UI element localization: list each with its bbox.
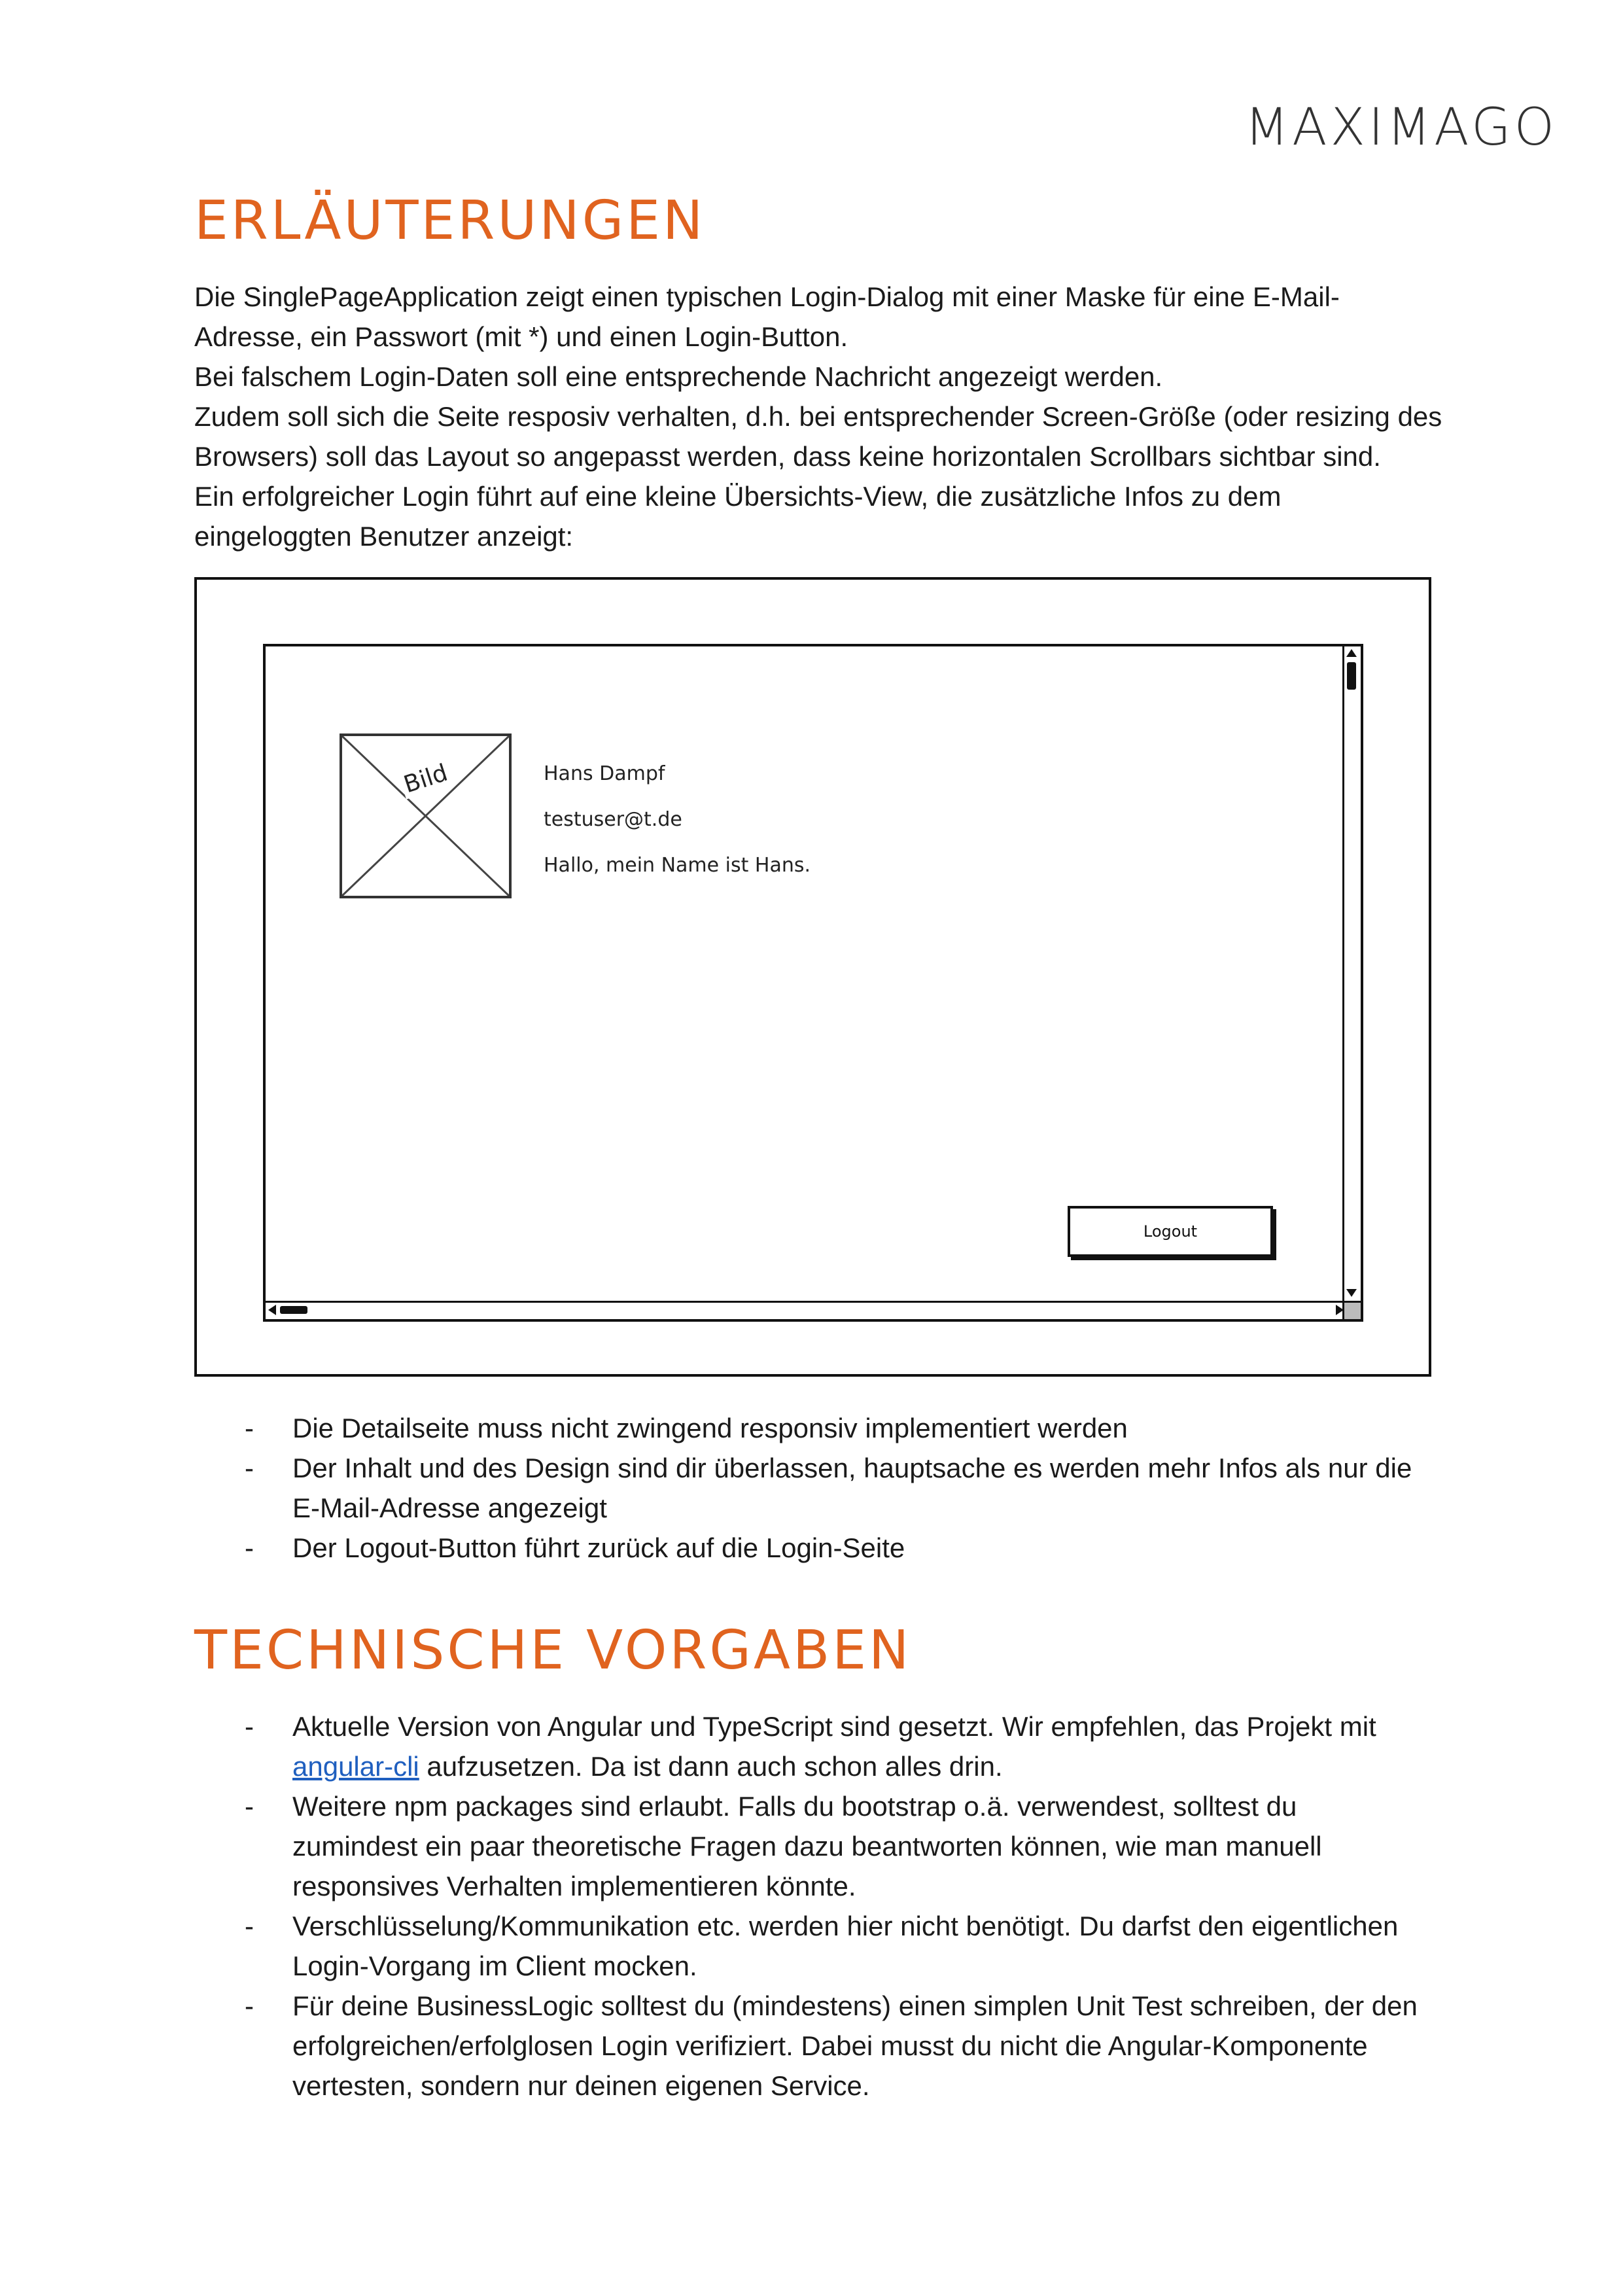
intro-line: Adresse, ein Passwort (mit *) und einen Login-Button. xyxy=(194,321,848,352)
logout-button[interactable]: Logout xyxy=(1068,1206,1273,1257)
vertical-scrollbar[interactable] xyxy=(1342,646,1361,1301)
vertical-scroll-thumb[interactable] xyxy=(1347,662,1356,690)
list-item-text: - Der Inhalt und des Design sind dir überlassen, hauptsache es werden mehr Infos als nur die xyxy=(292,1453,1412,1483)
list-item xyxy=(194,1986,1457,2106)
list-item xyxy=(194,1786,1457,1906)
scroll-down-arrow-icon[interactable] xyxy=(1346,1289,1357,1297)
user-name: Hans Dampf xyxy=(544,762,665,785)
technical-requirements-list xyxy=(194,1706,1457,2106)
mockup-browser-window xyxy=(263,644,1363,1322)
list-item-text: Login-Vorgang im Client mocken. xyxy=(292,1951,697,1981)
list-item-text: - Verschlüsselung/Kommunikation etc. werden hier nicht benötigt. Du darfst den eigentlichen xyxy=(292,1911,1399,1941)
list-item-text: - Für deine BusinessLogic solltest du (mindestens) einen simplen Unit Test schreiben, der den xyxy=(292,1990,1418,2021)
intro-line: Die SinglePageApplication zeigt einen typischen Login-Dialog mit einer Maske für eine E-Mail- xyxy=(194,281,1340,312)
intro-line: Bei falschem Login-Daten soll eine entsprechende Nachricht angezeigt werden. xyxy=(194,361,1163,392)
user-greeting: Hallo, mein Name ist Hans. xyxy=(544,854,811,877)
wireframe-mockup xyxy=(194,577,1431,1377)
list-item-text: - Weitere npm packages sind erlaubt. Falls du bootstrap o.ä. verwendest, solltest du xyxy=(292,1791,1297,1822)
image-placeholder xyxy=(340,733,512,898)
scrollbar-corner xyxy=(1342,1301,1361,1319)
user-profile-info xyxy=(544,751,811,889)
angular-cli-link[interactable]: angular-cli xyxy=(292,1751,419,1782)
list-item-text: zumindest ein paar theoretische Fragen dazu beantworten können, wie man manuell xyxy=(292,1831,1322,1862)
intro-line: eingeloggten Benutzer anzeigt: xyxy=(194,521,574,552)
list-item-text: erfolgreichen/erfolglosen Login verifiziert. Dabei musst du nicht die Angular-Komponente xyxy=(292,2030,1368,2061)
scroll-up-arrow-icon[interactable] xyxy=(1346,649,1357,657)
horizontal-scroll-thumb[interactable] xyxy=(280,1306,307,1314)
intro-line: Zudem soll sich die Seite resposiv verhalten, d.h. bei entsprechender Screen-Größe (oder resizing des xyxy=(194,401,1442,432)
heading-technische-vorgaben: TECHNISCHE VORGABEN xyxy=(194,1619,912,1682)
list-item xyxy=(194,1706,1457,1786)
image-placeholder-label: Bild xyxy=(398,758,454,799)
list-item-text: E-Mail-Adresse angezeigt xyxy=(292,1492,607,1523)
list-item-text: - Aktuelle Version von Angular und TypeScript sind gesetzt. Wir empfehlen, das Projekt mit xyxy=(292,1711,1376,1742)
scroll-left-arrow-icon[interactable] xyxy=(268,1305,276,1315)
image-placeholder-cross-icon xyxy=(342,736,509,896)
intro-paragraph xyxy=(194,277,1450,556)
list-item-text: responsives Verhalten implementieren könnte. xyxy=(292,1871,856,1901)
heading-erlaeuterungen: ERLÄUTERUNGEN xyxy=(194,190,706,252)
list-item xyxy=(194,1906,1457,1986)
list-item-text xyxy=(292,1746,1457,1786)
list-item xyxy=(194,1528,1457,1568)
user-email: testuser@t.de xyxy=(544,808,682,831)
list-item xyxy=(194,1448,1457,1528)
detail-requirements-list xyxy=(194,1408,1457,1568)
list-item-text: - Die Detailseite muss nicht zwingend responsiv implementiert werden xyxy=(292,1413,1128,1443)
maximago-logo: MAXIMAGO xyxy=(1244,98,1558,157)
list-item xyxy=(194,1408,1457,1448)
list-item-text-rest: aufzusetzen. Da ist dann auch schon alles drin. xyxy=(419,1751,1003,1782)
list-item-text: - Der Logout-Button führt zurück auf die Login-Seite xyxy=(292,1532,905,1563)
list-item-text: vertesten, sondern nur deinen eigenen Service. xyxy=(292,2070,870,2101)
horizontal-scrollbar[interactable] xyxy=(266,1301,1348,1319)
intro-line: Ein erfolgreicher Login führt auf eine kleine Übersichts-View, die zusätzliche Infos zu dem xyxy=(194,481,1282,512)
intro-line: Browsers) soll das Layout so angepasst werden, dass keine horizontalen Scrollbars sichtbar sind. xyxy=(194,441,1381,472)
